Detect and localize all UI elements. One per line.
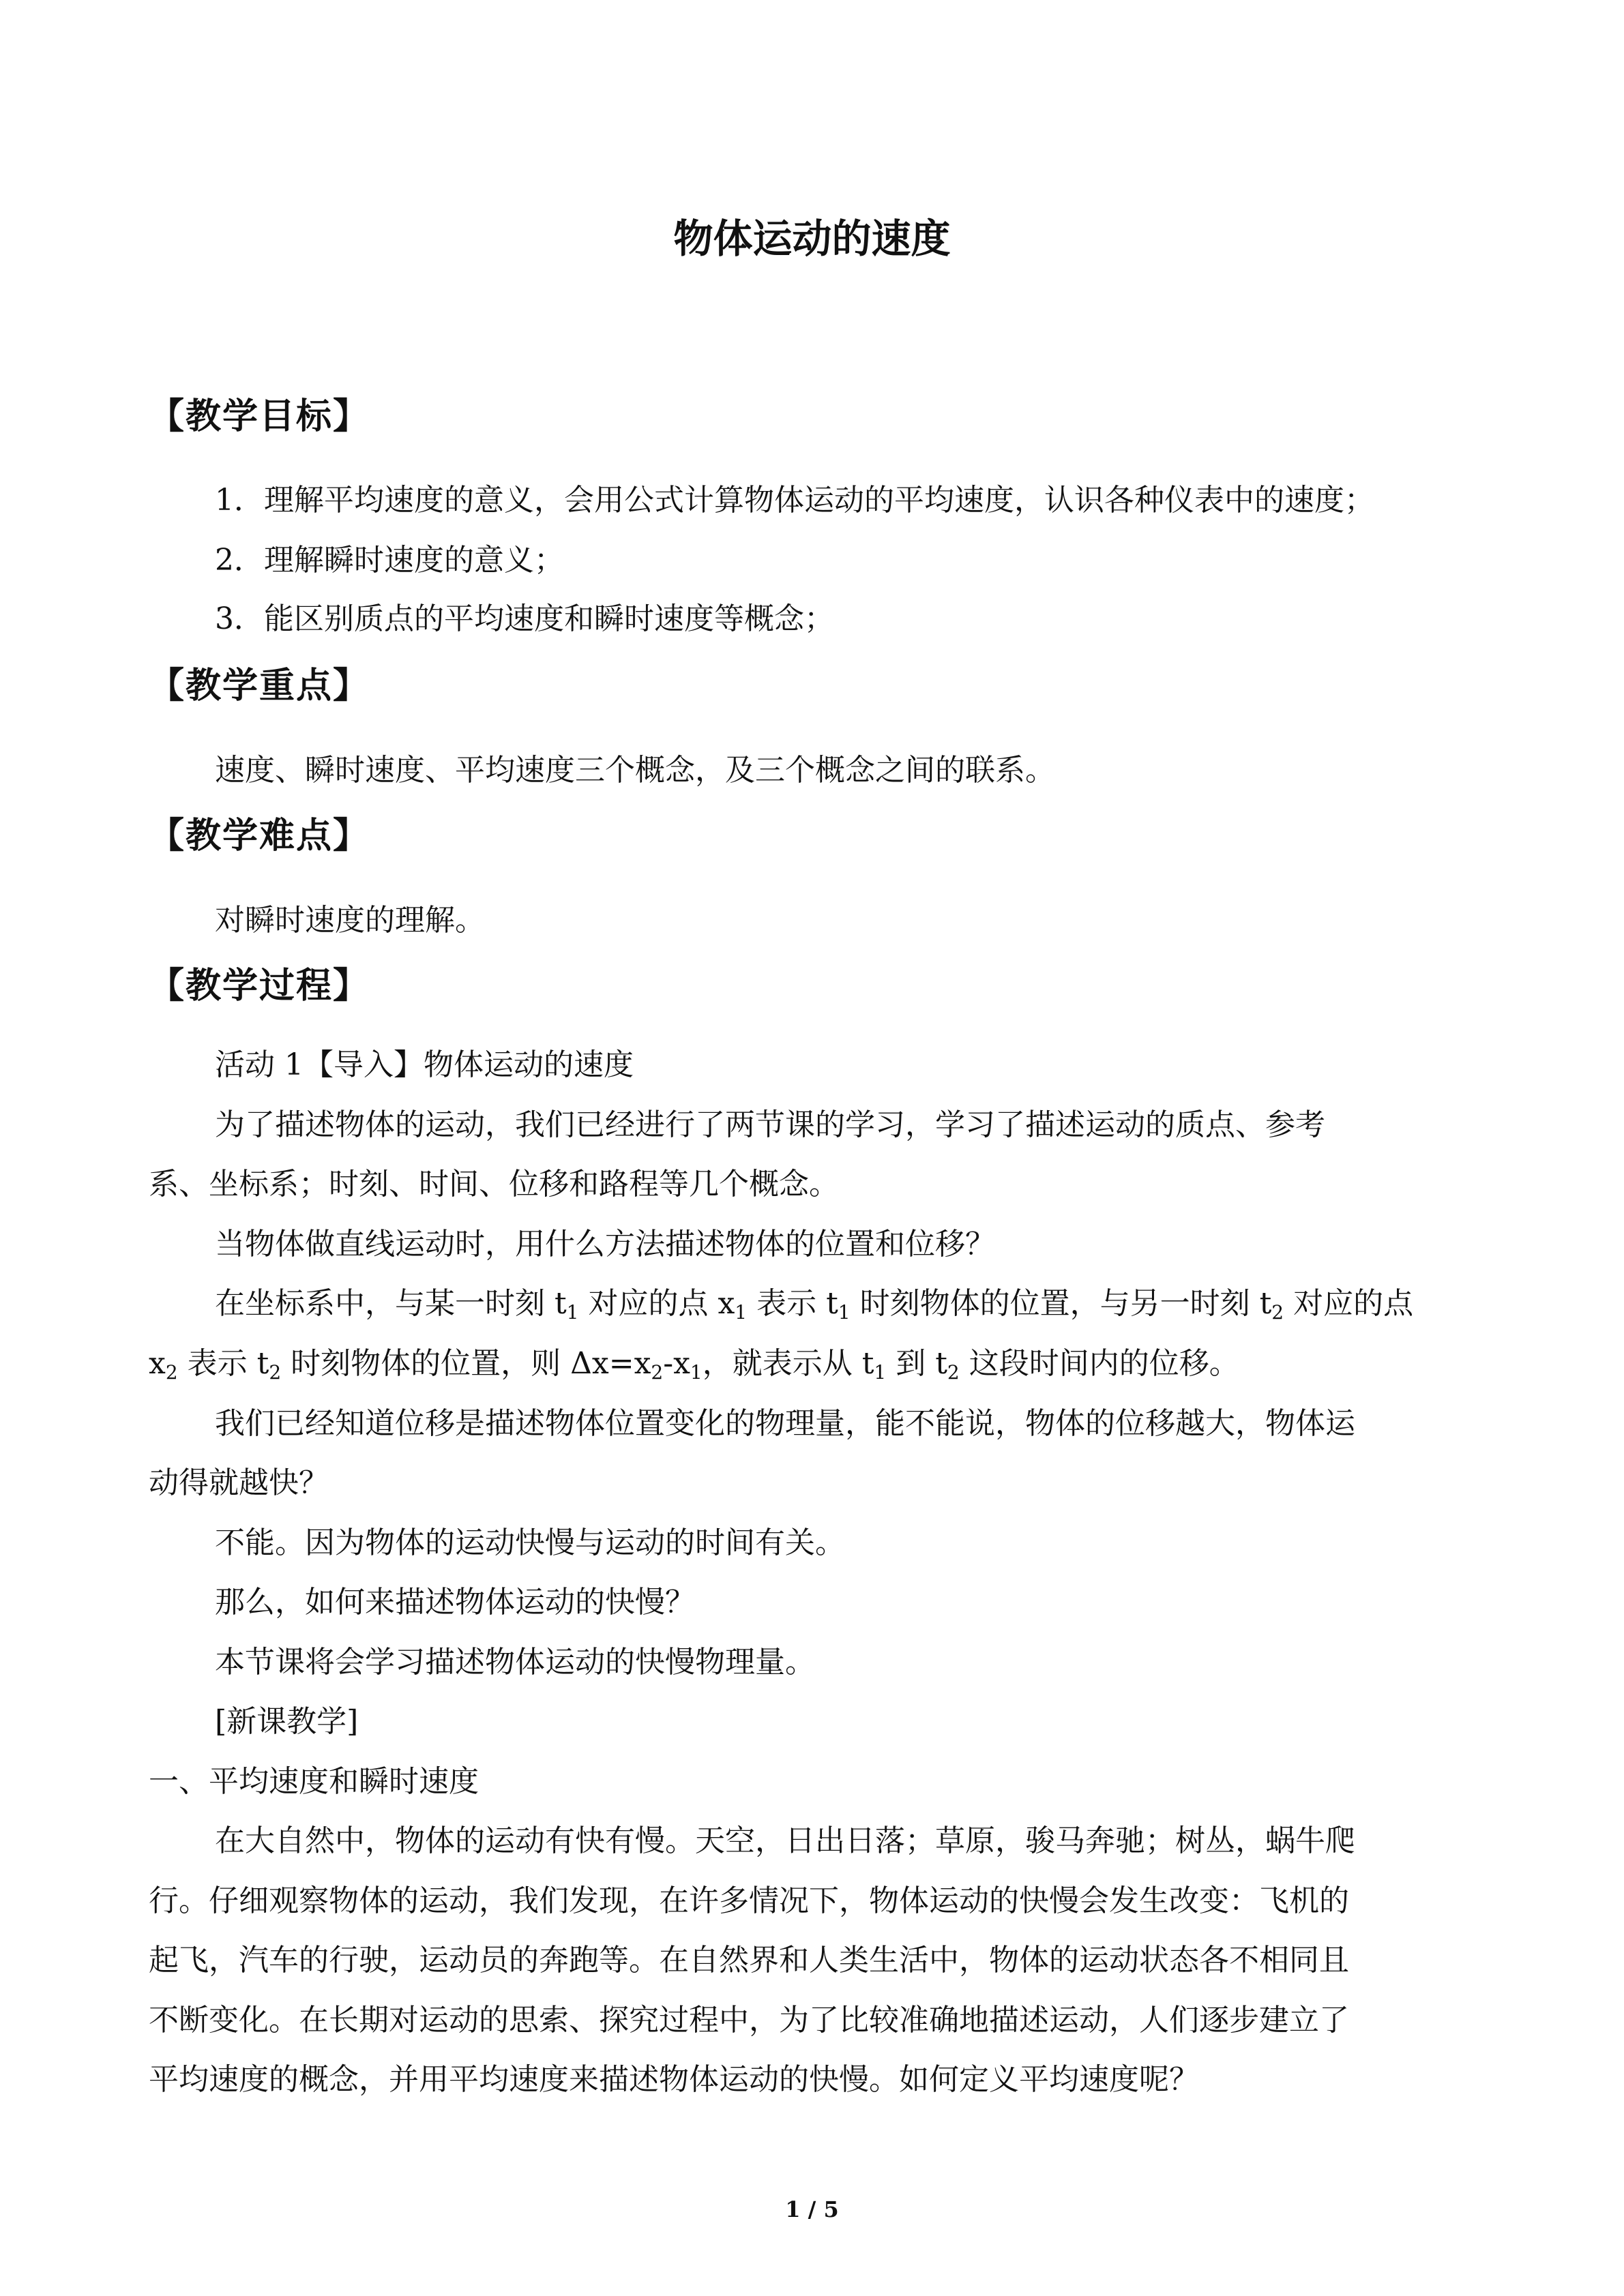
- paragraph-line: 动得就越快？: [149, 1465, 329, 1500]
- sub-heading: 一、平均速度和瞬时速度: [149, 1764, 479, 1799]
- paragraph-line: 平均速度的概念，并用平均速度来描述物体运动的快慢。如何定义平均速度呢？: [149, 2062, 1199, 2097]
- paragraph-line: 那么，如何来描述物体运动的快慢？: [215, 1585, 695, 1620]
- heading-objectives: 【教学目标】: [149, 396, 370, 437]
- document-title: 物体运动的速度: [673, 215, 951, 262]
- paragraph-line: 当物体做直线运动时，用什么方法描述物体的位置和位移？: [215, 1227, 995, 1262]
- paragraph-line: 不能。因为物体的运动快慢与运动的时间有关。: [215, 1525, 845, 1560]
- paragraph-line: 本节课将会学习描述物体运动的快慢物理量。: [215, 1645, 815, 1680]
- objective-item: 2．理解瞬时速度的意义；: [215, 543, 564, 578]
- paragraph-line: 系、坐标系；时刻、时间、位移和路程等几个概念。: [149, 1167, 839, 1202]
- heading-process: 【教学过程】: [149, 966, 370, 1007]
- objective-item: 3．能区别质点的平均速度和瞬时速度等概念；: [215, 601, 834, 636]
- activity-title: 活动 1【导入】物体运动的速度: [215, 1047, 634, 1082]
- paragraph-line: 在坐标系中，与某一时刻 $t_1$ 对应的点 $x_1$ 表示 $t_1$ 时刻物体的位置，与另一时刻 $t_2$ 对应的点: [215, 1286, 1414, 1324]
- paragraph-line: 在大自然中，物体的运动有快有慢。天空，日出日落；草原，骏马奔驰；树丛，蜗牛爬: [215, 1823, 1355, 1858]
- paragraph-line: $x_2$ 表示 $t_2$ 时刻物体的位置，则 $\Delta x=x_2-x_1$，就表示从 $t_1$ 到 $t_2$ 这段时间内的位移。: [149, 1346, 1239, 1384]
- page-number: 1 / 5: [785, 2196, 839, 2222]
- key-points-text: 速度、瞬时速度、平均速度三个概念，及三个概念之间的联系。: [215, 753, 1055, 788]
- paragraph-line: 我们已经知道位移是描述物体位置变化的物理量，能不能说，物体的位移越大，物体运: [215, 1406, 1355, 1441]
- paragraph-line: 行。仔细观察物体的运动，我们发现，在许多情况下，物体运动的快慢会发生改变：飞机的: [149, 1883, 1349, 1918]
- heading-key-points: 【教学重点】: [149, 666, 370, 706]
- difficulties-text: 对瞬时速度的理解。: [215, 903, 485, 938]
- paragraph-line: 不断变化。在长期对运动的思索、探究过程中，为了比较准确地描述运动，人们逐步建立了: [149, 2003, 1349, 2038]
- paragraph-line: 起飞，汽车的行驶，运动员的奔跑等。在自然界和人类生活中，物体的运动状态各不相同且: [149, 1943, 1349, 1978]
- paragraph-line: 为了描述物体的运动，我们已经进行了两节课的学习，学习了描述运动的质点、参考: [215, 1107, 1325, 1142]
- paragraph-line: [新课教学]: [215, 1704, 359, 1739]
- heading-difficulties: 【教学难点】: [149, 816, 370, 856]
- objective-item: 1．理解平均速度的意义，会用公式计算物体运动的平均速度，认识各种仪表中的速度；: [215, 483, 1374, 518]
